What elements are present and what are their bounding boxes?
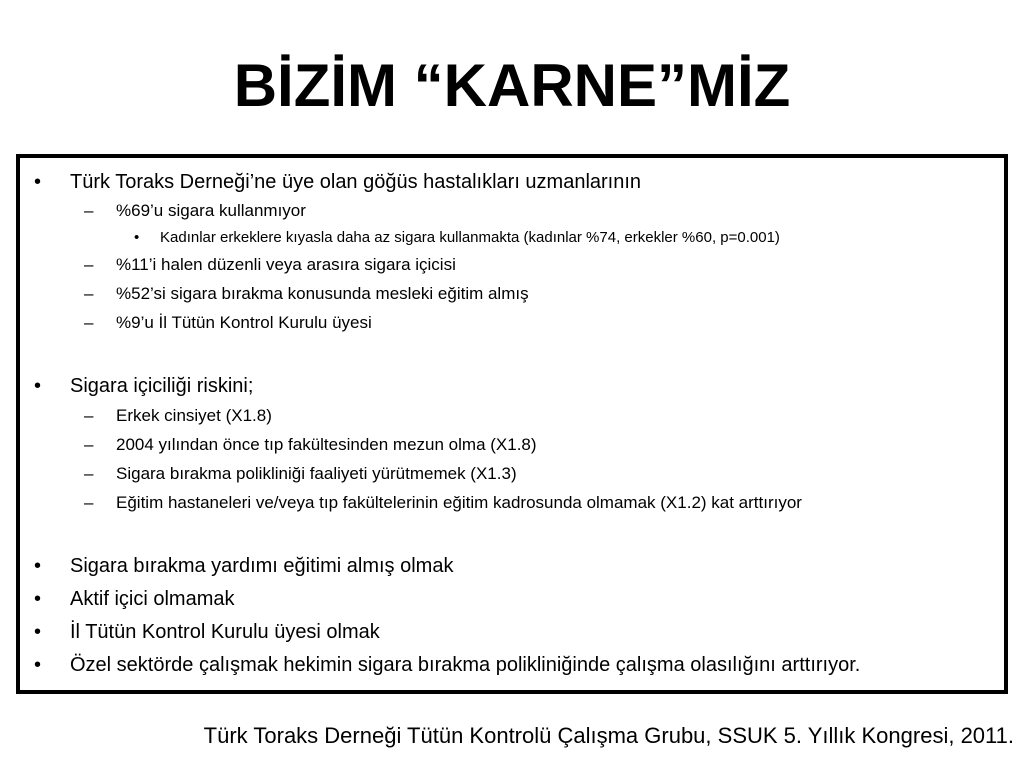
slide-title: BİZİM “KARNE”MİZ (233, 52, 791, 119)
bullet-icon: • (34, 555, 42, 577)
list-item: Aktif içici olmamak (70, 588, 235, 610)
list-item: Sigara bırakma polikliniği faaliyeti yürütmemek (X1.3) (116, 464, 517, 483)
bullet-icon: • (34, 588, 42, 610)
bullet-icon: • (34, 375, 42, 397)
list-item: İl Tütün Kontrol Kurulu üyesi olmak (70, 621, 380, 643)
list-item: Eğitim hastaneleri ve/veya tıp fakültelerinin eğitim kadrosunda olmamak (X1.2) kat arttırıyor (116, 493, 802, 512)
list-item: Kadınlar erkeklere kıyasla daha az sigara kullanmakta (kadınlar %74, erkekler %60, p=0.001) (160, 229, 780, 246)
list-item: 2004 yılından önce tıp fakültesinden mezun olma (X1.8) (116, 435, 537, 454)
content-box (16, 154, 1008, 694)
dash-icon: – (84, 464, 94, 483)
bullet-icon: • (34, 171, 42, 193)
list-item: Sigara bırakma yardımı eğitimi almış olmak (70, 555, 454, 577)
list-item: %69’u sigara kullanmıyor (116, 201, 306, 220)
list-item: %52’si sigara bırakma konusunda mesleki eğitim almış (116, 284, 529, 303)
list-item: Türk Toraks Derneği’ne üye olan göğüs hastalıkları uzmanlarının (70, 171, 642, 193)
dash-icon: – (84, 313, 94, 332)
slide-footer-citation: Türk Toraks Derneği Tütün Kontrolü Çalışma Grubu, SSUK 5. Yıllık Kongresi, 2011. (203, 723, 1014, 748)
bullet-icon: • (34, 654, 42, 676)
bullet-icon: • (34, 621, 42, 643)
list-item: %11’i halen düzenli veya arasıra sigara içicisi (116, 255, 456, 274)
dash-icon: – (84, 284, 94, 303)
list-item: Erkek cinsiyet (X1.8) (116, 406, 272, 425)
list-item: %9’u İl Tütün Kontrol Kurulu üyesi (116, 313, 372, 332)
sub-bullet-icon: • (134, 229, 140, 246)
dash-icon: – (84, 406, 94, 425)
list-item: Sigara içiciliği riskini; (70, 375, 254, 397)
dash-icon: – (84, 435, 94, 454)
dash-icon: – (84, 201, 94, 220)
dash-icon: – (84, 255, 94, 274)
dash-icon: – (84, 493, 94, 512)
list-item: Özel sektörde çalışmak hekimin sigara bırakma polikliniğinde çalışma olasılığını arttırıyor. (70, 654, 861, 676)
